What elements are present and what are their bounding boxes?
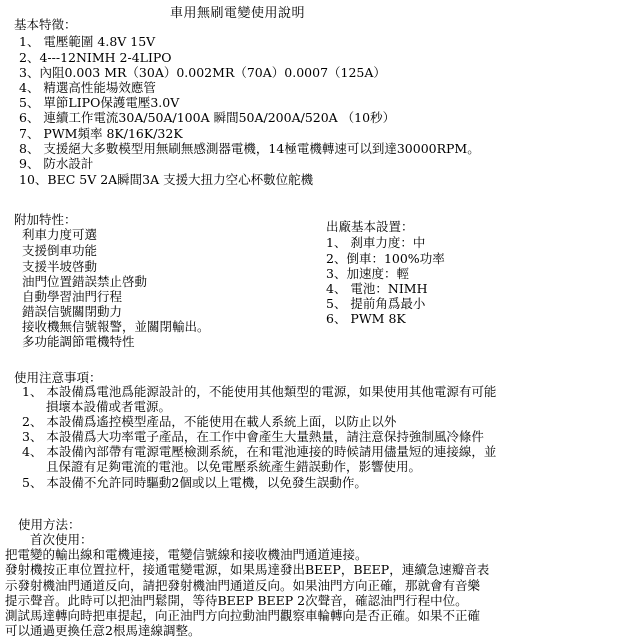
- method-line: 發射機按正車位置拉杆，接通電變電源，如果馬達發出BEEP，BEEP，連續急速瓣音表: [5, 562, 490, 577]
- extra-item: 利車力度可選: [22, 227, 98, 242]
- feature-item: 2、4---12NIMH 2-4LIPO: [19, 50, 172, 65]
- extra-item: 支援半坡啓動: [22, 259, 98, 274]
- feature-item: 9、 防水設計: [19, 156, 94, 171]
- note-line: 損壞本設備或者電源。: [46, 399, 172, 414]
- features-heading: 基本特徵：: [14, 17, 77, 32]
- note-line: 且保證有足夠電流的電池。以免電壓系統產生錯誤動作，影響使用。: [46, 459, 422, 474]
- method-line: 提示聲音。此時可以把油門鬆開，等待BEEP BEEP 2次聲音，確認油門行程中位。: [5, 593, 468, 608]
- factory-item: 3、加速度：輕: [326, 266, 409, 281]
- feature-item: 1、 電壓範圍 4.8V 15V: [19, 34, 156, 49]
- notes-heading: 使用注意事項：: [14, 370, 102, 385]
- extra-item: 支援倒車功能: [22, 243, 98, 258]
- method-line: 可以通過更換任意2根馬達線調整。: [5, 623, 201, 638]
- feature-item: 6、 連續工作電流30A/50A/100A 瞬間50A/200A/520A （10秒）: [19, 110, 396, 125]
- factory-item: 2、倒車：100%功率: [326, 251, 445, 266]
- method-line: 測試馬達轉向時把車提起，向正油門方向拉動油門觀察車輪轉向是否正確。如果不正確: [5, 608, 481, 623]
- feature-item: 10、BEC 5V 2A瞬間3A 支援大扭力空心杯數位舵機: [19, 172, 314, 187]
- method-subheading: 首次使用：: [30, 532, 93, 547]
- extra-item: 多功能調節電機特性: [22, 334, 135, 349]
- feature-item: 4、 精選高性能場效應管: [19, 80, 156, 95]
- factory-item: 5、 提前角爲最小: [326, 296, 426, 311]
- method-heading: 使用方法：: [18, 517, 81, 532]
- feature-item: 7、 PWM頻率 8K/16K/32K: [19, 126, 183, 141]
- note-line: 3、 本設備爲大功率電子產品，在工作中會產生大量熱量，請注意保持強制風冷條件: [22, 429, 484, 444]
- method-line: 示發射機油門通道反向，請把發射機油門通道反向。如果油門方向正確，那就會有音樂: [5, 578, 481, 593]
- factory-heading: 出廠基本設置：: [326, 219, 414, 234]
- note-line: 1、 本設備爲電池爲能源設計的，不能使用其他類型的電源，如果使用其他電源有可能: [22, 384, 497, 399]
- factory-item: 1、 刹車力度：中: [326, 235, 426, 250]
- extra-item: 錯誤信號關閉動力: [22, 304, 123, 319]
- extras-heading: 附加特性：: [14, 212, 77, 227]
- factory-item: 4、 電池：NIMH: [326, 281, 428, 296]
- method-line: 把電變的輸出線和電機連接，電變信號線和接收機油門通道連接。: [5, 547, 368, 562]
- page-title: 車用無刷電變使用說明: [170, 6, 306, 21]
- extra-item: 油門位置錯誤禁止啓動: [22, 274, 148, 289]
- note-line: 5、 本設備不允許同時驅動2個或以上電機，以免發生誤動作。: [22, 475, 367, 490]
- extra-item: 自動學習油門行程: [22, 289, 123, 304]
- feature-item: 3、內阻0.003 MR（30A）0.002MR（70A）0.0007（125A）: [19, 65, 386, 80]
- extra-item: 接收機無信號報警，並關閉輸出。: [22, 319, 210, 334]
- feature-item: 5、 單節LIPO保護電壓3.0V: [19, 95, 180, 110]
- factory-item: 6、 PWM 8K: [326, 311, 406, 326]
- note-line: 4、 本設備內部帶有電源電壓檢測系統，在和電池連接的時候請用儘量短的連接線，並: [22, 444, 497, 459]
- feature-item: 8、 支援絕大多數模型用無刷無感測器電機，14極電機轉速可以到達30000RPM。: [19, 141, 480, 156]
- note-line: 2、 本設備爲遙控模型產品，不能使用在載人系統上面，以防止以外: [22, 414, 397, 429]
